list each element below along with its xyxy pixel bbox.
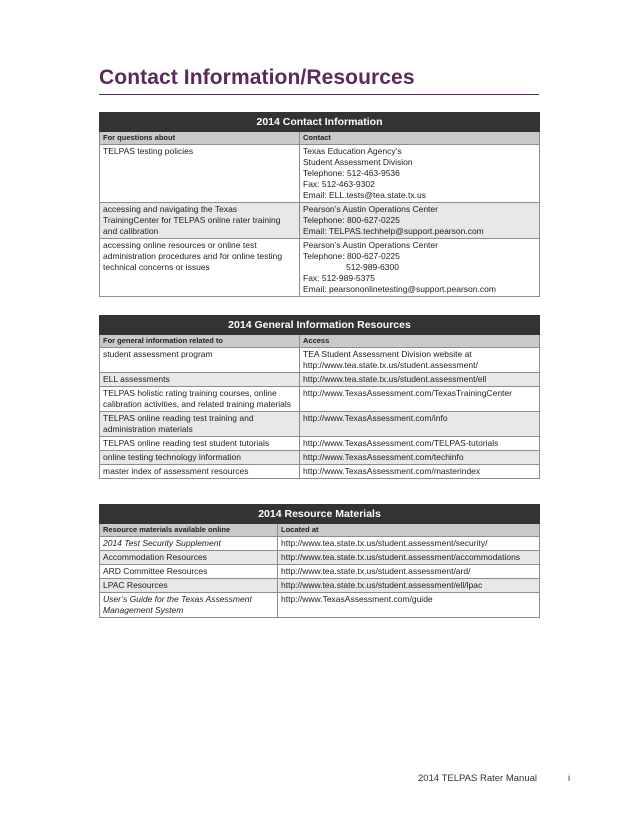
table-cell bbox=[300, 451, 540, 465]
table-row bbox=[100, 373, 540, 387]
column-header: For questions about bbox=[100, 132, 300, 145]
table-cell bbox=[300, 239, 540, 297]
table-row bbox=[100, 387, 540, 412]
table-row bbox=[100, 437, 540, 451]
table-row bbox=[100, 239, 540, 297]
cell-line: Telephone: 800-627-0225 bbox=[303, 251, 400, 261]
column-header: Contact bbox=[300, 132, 540, 145]
cell-line: TELPAS testing policies bbox=[103, 146, 194, 156]
table-cell bbox=[100, 348, 300, 373]
table-cell bbox=[100, 551, 278, 565]
table-row bbox=[100, 593, 540, 618]
table-row bbox=[100, 145, 540, 203]
table-row bbox=[100, 412, 540, 437]
url-link[interactable]: http://www.TexasAssessment.com/info bbox=[303, 413, 448, 423]
table-cell bbox=[278, 537, 540, 551]
table-cell bbox=[300, 348, 540, 373]
cell-line: administration materials bbox=[103, 424, 193, 434]
cell-line: technical concerns or issues bbox=[103, 262, 210, 272]
url-link[interactable]: http://www.tea.state.tx.us/student.assessment/ell bbox=[303, 374, 487, 384]
table-cell bbox=[100, 203, 300, 239]
url-link[interactable]: http://www.TexasAssessment.com/TELPAS-tutorials bbox=[303, 438, 499, 448]
cell-line: Telephone: 800-627-0225 bbox=[303, 215, 400, 225]
table-cell bbox=[100, 387, 300, 412]
url-link[interactable]: http://www.TexasAssessment.com/TexasTrainingCenter bbox=[303, 388, 512, 398]
table-cell bbox=[278, 551, 540, 565]
cell-line: TELPAS online reading test training and bbox=[103, 413, 254, 423]
table-row bbox=[100, 465, 540, 479]
column-header: Access bbox=[300, 335, 540, 348]
table-cell bbox=[300, 387, 540, 412]
table-cell bbox=[278, 593, 540, 618]
cell-line: TrainingCenter for TELPAS online rater training bbox=[103, 215, 281, 225]
table-cell bbox=[300, 373, 540, 387]
table-row bbox=[100, 451, 540, 465]
general-information-table bbox=[99, 315, 540, 479]
resource-materials-table bbox=[99, 504, 540, 618]
table-cell bbox=[100, 565, 278, 579]
cell-line: 512-989-6300 bbox=[346, 262, 399, 272]
column-header: For general information related to bbox=[100, 335, 300, 348]
url-link[interactable]: http://www.tea.state.tx.us/student.assessment/ell/lpac bbox=[281, 580, 483, 590]
table-cell bbox=[300, 412, 540, 437]
cell-line: master index of assessment resources bbox=[103, 466, 249, 476]
cell-line: ELL assessments bbox=[103, 374, 170, 384]
table-cell bbox=[100, 412, 300, 437]
cell-line: Pearson’s Austin Operations Center bbox=[303, 204, 438, 214]
table-banner: 2014 Contact Information bbox=[100, 113, 540, 132]
table-cell bbox=[100, 239, 300, 297]
cell-line: administration procedures and for online testing bbox=[103, 251, 283, 261]
url-link[interactable]: http://www.TexasAssessment.com/guide bbox=[281, 594, 433, 604]
cell-line: Accommodation Resources bbox=[103, 552, 207, 562]
cell-line: TELPAS online reading test student tutorials bbox=[103, 438, 270, 448]
table-cell bbox=[100, 465, 300, 479]
url-link[interactable]: http://www.TexasAssessment.com/masterindex bbox=[303, 466, 481, 476]
table-row bbox=[100, 565, 540, 579]
cell-line: Fax: 512-463-9302 bbox=[303, 179, 375, 189]
cell-line: User’s Guide for the Texas Assessment bbox=[103, 594, 252, 604]
table-cell bbox=[100, 451, 300, 465]
cell-line: Student Assessment Division bbox=[303, 157, 413, 167]
cell-line: LPAC Resources bbox=[103, 580, 168, 590]
table-cell bbox=[100, 537, 278, 551]
cell-line: TELPAS holistic rating training courses, online bbox=[103, 388, 277, 398]
footer-manual-title: 2014 TELPAS Rater Manual bbox=[418, 773, 537, 784]
table-cell bbox=[278, 565, 540, 579]
contact-information-table bbox=[99, 112, 540, 297]
table-row bbox=[100, 551, 540, 565]
table-row bbox=[100, 537, 540, 551]
cell-line: Texas Education Agency’s bbox=[303, 146, 402, 156]
table-cell bbox=[300, 203, 540, 239]
cell-line: Fax: 512-989-5375 bbox=[303, 273, 375, 283]
cell-line: online testing technology information bbox=[103, 452, 241, 462]
table-cell bbox=[100, 593, 278, 618]
url-link[interactable]: http://www.TexasAssessment.com/techinfo bbox=[303, 452, 464, 462]
cell-line: ARD Committee Resources bbox=[103, 566, 208, 576]
email-link[interactable]: Email: TELPAS.techhelp@support.pearson.com bbox=[303, 226, 484, 236]
table-row bbox=[100, 579, 540, 593]
cell-line: Telephone: 512-463-9536 bbox=[303, 168, 400, 178]
table-banner: 2014 General Information Resources bbox=[100, 316, 540, 335]
table-cell bbox=[278, 579, 540, 593]
table-banner: 2014 Resource Materials bbox=[100, 505, 540, 524]
cell-line: calibration activities, and related training materials bbox=[103, 399, 292, 409]
cell-line: TEA Student Assessment Division website at bbox=[303, 349, 472, 359]
url-link[interactable]: http://www.tea.state.tx.us/student.assessment/security/ bbox=[281, 538, 488, 548]
table-row bbox=[100, 348, 540, 373]
cell-line: accessing and navigating the Texas bbox=[103, 204, 238, 214]
cell-line: 2014 Test Security Supplement bbox=[103, 538, 221, 548]
url-link[interactable]: http://www.tea.state.tx.us/student.assessment/accommodations bbox=[281, 552, 521, 562]
table-cell bbox=[300, 437, 540, 451]
table-cell bbox=[100, 373, 300, 387]
email-link[interactable]: Email: pearsononlinetesting@support.pearson.com bbox=[303, 284, 496, 294]
table-cell bbox=[100, 579, 278, 593]
url-link[interactable]: http://www.tea.state.tx.us/student.assessment/ bbox=[303, 360, 478, 370]
url-link[interactable]: http://www.tea.state.tx.us/student.assessment/ard/ bbox=[281, 566, 471, 576]
cell-line: Management System bbox=[103, 605, 184, 615]
email-link[interactable]: Email: ELL.tests@tea.state.tx.us bbox=[303, 190, 426, 200]
column-header: Resource materials available online bbox=[100, 524, 278, 537]
table-cell bbox=[100, 145, 300, 203]
page-number: i bbox=[568, 773, 571, 784]
cell-line: accessing online resources or online test bbox=[103, 240, 257, 250]
cell-line: and calibration bbox=[103, 226, 159, 236]
page-title: Contact Information/Resources bbox=[99, 66, 415, 89]
cell-line: student assessment program bbox=[103, 349, 213, 359]
table-cell bbox=[100, 437, 300, 451]
table-row bbox=[100, 203, 540, 239]
table-cell bbox=[300, 145, 540, 203]
column-header: Located at bbox=[278, 524, 540, 537]
cell-line: Pearson’s Austin Operations Center bbox=[303, 240, 438, 250]
title-divider bbox=[99, 94, 539, 95]
table-cell bbox=[300, 465, 540, 479]
